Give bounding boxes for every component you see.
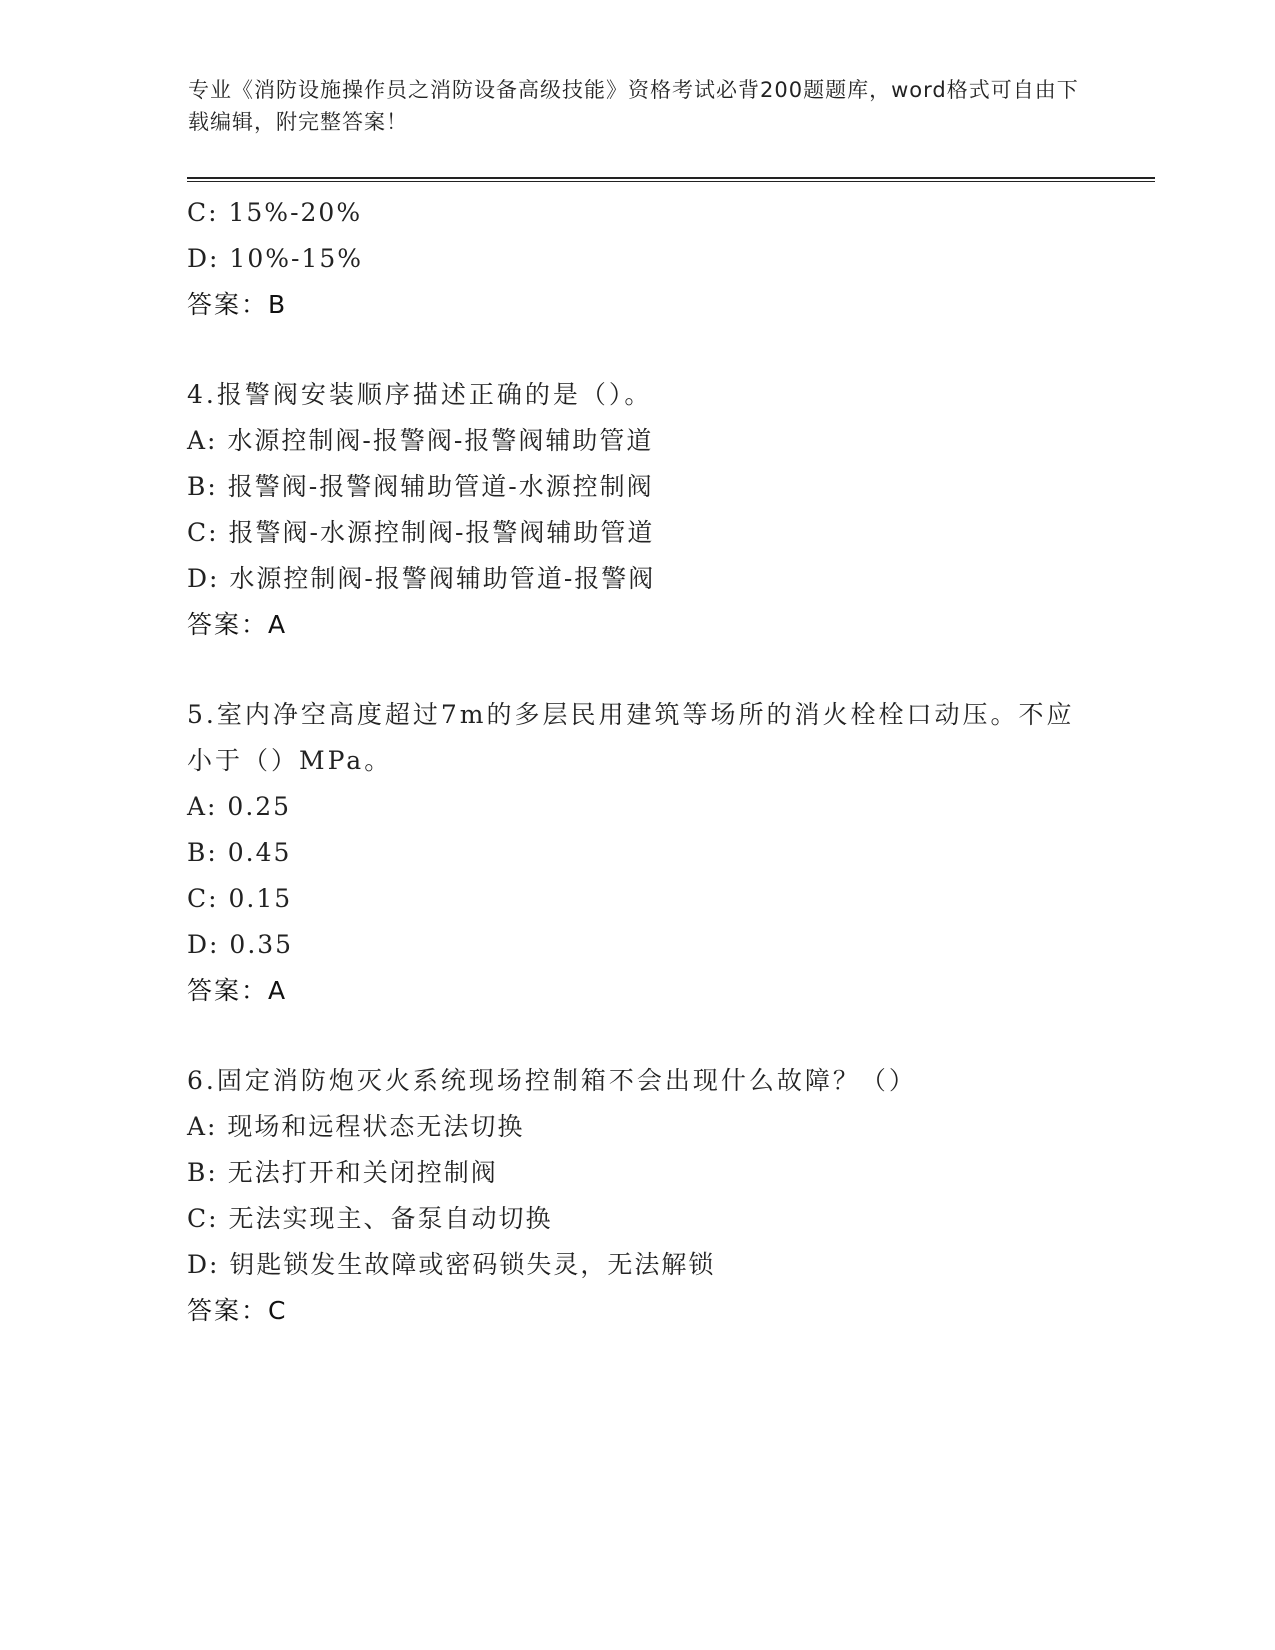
question-6: [187, 1058, 1087, 1334]
question-text: 4.报警阀安装顺序描述正确的是（）。: [187, 380, 653, 409]
answer-label: 答案：C: [187, 1296, 288, 1325]
option-a: A: 0.25: [187, 792, 292, 821]
question-4: [187, 372, 1087, 648]
page-header-text: 专业《消防设施操作员之消防设备高级技能》资格考试必背200题题库，word格式可自由下载编辑，附完整答案！: [188, 78, 1079, 134]
option-d: D: 水源控制阀-报警阀辅助管道-报警阀: [187, 564, 656, 593]
question-text: 6.固定消防炮灭火系统现场控制箱不会出现什么故障？（）: [187, 1066, 917, 1095]
option-c: C: 报警阀-水源控制阀-报警阀辅助管道: [187, 518, 655, 547]
option-c: C: 15%-20%: [187, 198, 363, 227]
option-d: D: 10%-15%: [187, 244, 363, 273]
option-b: B: 无法打开和关闭控制阀: [187, 1158, 498, 1187]
option-a: A: 现场和远程状态无法切换: [187, 1112, 525, 1141]
option-d: D: 钥匙锁发生故障或密码锁失灵，无法解锁: [187, 1250, 716, 1279]
option-b: B: 0.45: [187, 838, 292, 867]
option-b: B: 报警阀-报警阀辅助管道-水源控制阀: [187, 472, 654, 501]
answer-label: 答案：A: [187, 610, 288, 639]
option-c: C: 0.15: [187, 884, 293, 913]
question-text: 5.室内净空高度超过7m的多层民用建筑等场所的消火栓栓口动压。不应小于（）MPa。: [187, 700, 1075, 775]
question-3-continued: [187, 190, 1087, 328]
option-a: A: 水源控制阀-报警阀-报警阀辅助管道: [187, 426, 654, 455]
header-divider: [187, 177, 1155, 179]
answer-label: 答案：A: [187, 976, 288, 1005]
question-5: [187, 692, 1087, 1014]
header-divider-thin: [187, 181, 1155, 182]
answer-label: 答案：B: [187, 290, 288, 319]
option-d: D: 0.35: [187, 930, 294, 959]
question-list: [187, 190, 1087, 1334]
option-c: C: 无法实现主、备泵自动切换: [187, 1204, 553, 1233]
